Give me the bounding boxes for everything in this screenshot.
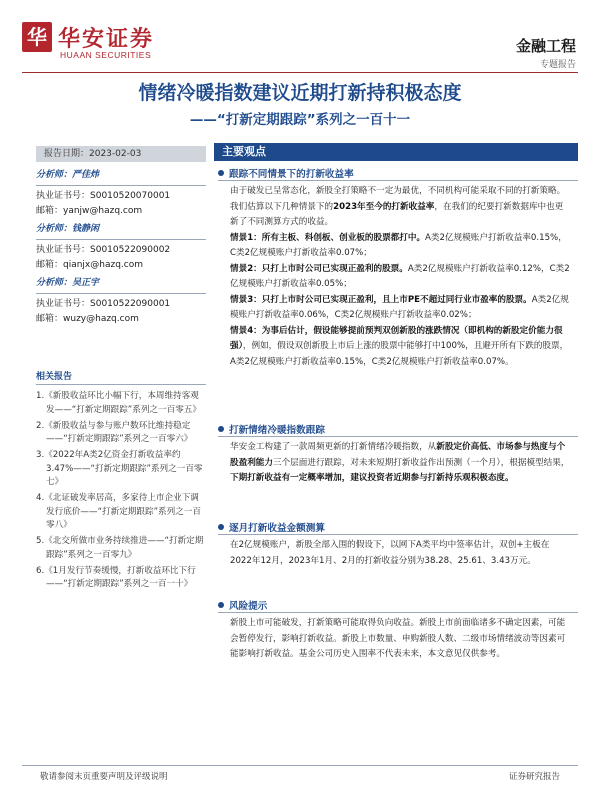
related-report-item[interactable]: 3.《2022年A类2亿资金打新收益率约3.47%——“打新定期跟踪”系列之一百零七》: [36, 450, 203, 487]
paragraph: 新股上市可能破发，打新策略可能取得负向收益。新股上市前面临诸多不确定因素，可能会暂停发行，影响打新收益。新股上市数量、申购新股人数、二级市场情绪波动等因素可能影响打新收益。基金公司历史入围率不代表未来，本文意见仅供参考。: [230, 618, 566, 659]
footer-divider: [22, 765, 578, 766]
analyst-cert: 执业证书号：S0010522090001: [36, 299, 171, 309]
paragraph: 华安金工构建了一款周频更新的打新情绪冷暖指数，从新股定价高低、市场参与热度与个股盈利能力三个层面进行跟踪，对未来短期打新收益作出预测（一个月），根据模型结果，下期打新收益有一定概率增加，建议投资者近期参与打新持乐观积极态度。: [230, 442, 570, 483]
header-divider: [22, 72, 578, 73]
section-divider: [218, 180, 578, 181]
section-title: 跟踪不同情景下的打新收益率: [218, 166, 354, 180]
related-report-item[interactable]: 5.《北交所做市业务持续推进——“打新定期跟踪”系列之一百零九》: [36, 536, 204, 560]
scenario-4: 情景4：为事后估计，假设能够提前预判双创新股的涨跌情况（即机构的新股定价能力很强），例如，假设双创新股上市后上涨的股票中能够打中100%，且避开所有下跌的股票，A类2亿规模账户打新收益率0.15%，C类2亿规模账户打新收益率0.07%。: [230, 325, 569, 367]
bullet-icon: [218, 524, 224, 530]
footer-label: 证券研究报告: [508, 772, 560, 782]
analyst-email[interactable]: 邮箱：wuzy@hazq.com: [36, 314, 139, 324]
page-subtitle: ——“打新定期跟踪”系列之一百十一: [189, 112, 411, 128]
analyst-cert: 执业证书号：S0010520070001: [36, 191, 171, 201]
analyst-cert: 执业证书号：S0010522090002: [36, 245, 171, 255]
page-title: 情绪冷暖指数建议近期打新持积极态度: [138, 82, 462, 104]
paragraph: 由于破发已呈常态化，新股全打策略不一定为最优，不同机构可能采取不同的打新策略。我们估算以下几种情景下的2023年至今的打新收益率，在我们的纪要打新数据库中也更新了不同测算方式的收益。: [230, 186, 566, 227]
section-body: [230, 184, 570, 370]
section-title: 逐月打新收益金额测算: [218, 520, 325, 534]
section-body: [230, 616, 570, 663]
section-title: 打新情绪冷暖指数跟踪: [218, 422, 325, 436]
logo-english: HUAAN SECURITIES: [60, 50, 152, 60]
category-label: 金融工程: [515, 37, 576, 55]
bullet-icon: [218, 170, 224, 176]
bullet-icon: [218, 602, 224, 608]
scenario-1: 情景1：所有主板、科创板、创业板的股票都打中。A类2亿规模账户打新收益率0.15%，C类2亿规模账户打新收益率0.07%；: [230, 232, 567, 258]
section-divider: [218, 436, 578, 437]
related-report-item[interactable]: 6.《1月发行节奏缓慢，打新收益环比下行——“打新定期跟踪”系列之一百一十》: [36, 565, 196, 589]
related-report-item[interactable]: 2.《新股收益与参与账户数环比维持稳定——“打新定期跟踪”系列之一百零六》: [36, 420, 193, 444]
analyst-card: [36, 222, 206, 273]
summary-header: [214, 143, 578, 161]
analyst-name: 分析师：严佳炜: [36, 170, 100, 180]
section-divider: [218, 612, 578, 613]
scenario-3: 情景3：只打上市时公司已实现正盈利，且上市PE不超过同行业市盈率的股票。A类2亿规模账户打新收益率0.06%，C类2亿规模账户打新收益率0.02%；: [230, 294, 569, 320]
related-report-item[interactable]: 1.《新股收益环比小幅下行，本周维持客观发——“打新定期跟踪”系列之一百零五》: [36, 391, 201, 415]
report-date: 报告日期：2023-02-03: [36, 146, 206, 162]
report-type: 专题报告: [539, 60, 576, 70]
logo-text: 华安证券: [58, 26, 155, 52]
divider: [36, 293, 206, 294]
analyst-email[interactable]: 邮箱：yanjw@hazq.com: [36, 206, 143, 216]
section-body: [230, 538, 570, 569]
related-reports-title: 相关报告: [36, 372, 73, 382]
section-title: 风险提示: [218, 598, 267, 612]
bullet-icon: [218, 426, 224, 432]
analyst-name: 分析师：吴正宇: [36, 278, 100, 288]
related-report-item[interactable]: 4.《北证破发率居高，多家待上市企业下调发行底价——“打新定期跟踪”系列之一百零八》: [36, 493, 201, 530]
related-divider: [36, 384, 206, 385]
analyst-email[interactable]: 邮箱：qianjx@hazq.com: [36, 260, 143, 270]
paragraph: 在2亿规模账户，新股全部入围的假设下，以网下A类平均中签率估计，双创+主板在2022年12月，2023年1月、2月的打新收益分别为38.28、25.61、3.43万元。: [230, 540, 550, 566]
section-body: [230, 440, 570, 487]
divider: [36, 185, 206, 186]
summary-label: 主要观点: [222, 145, 266, 158]
analyst-card: [36, 276, 206, 327]
analyst-name: 分析师：钱静闲: [36, 224, 100, 234]
divider: [36, 239, 206, 240]
scenario-2: 情景2：只打上市时公司已实现正盈利的股票。A类2亿规模账户打新收益率0.12%，C类2亿规模账户打新收益率0.05%；: [230, 263, 570, 289]
related-reports-list: [36, 390, 206, 594]
logo-mark: 华: [22, 22, 52, 52]
analyst-card: [36, 168, 206, 219]
footer-disclaimer[interactable]: 敬请参阅末页重要声明及评级说明: [40, 772, 168, 782]
section-divider: [218, 534, 578, 535]
